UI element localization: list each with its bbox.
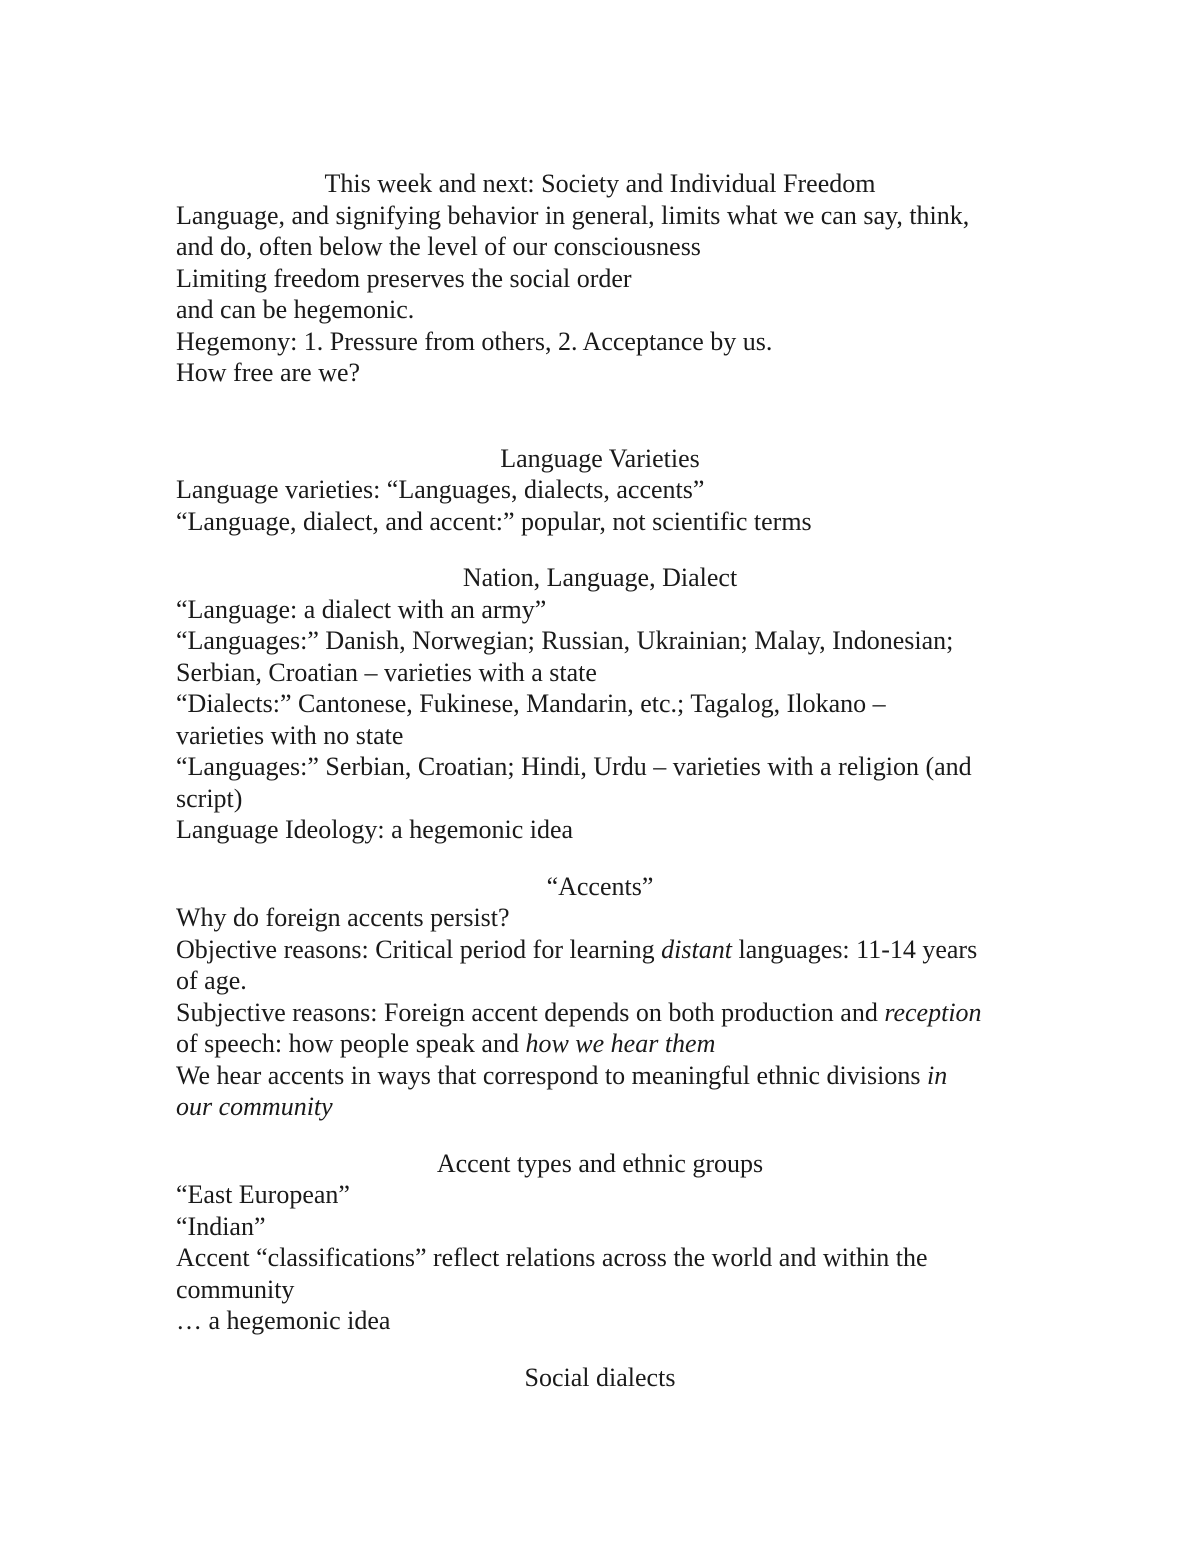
text-line: varieties with no state	[176, 720, 404, 750]
text-segment: Objective reasons: Critical period for learning	[176, 934, 662, 964]
spacer	[176, 1337, 1046, 1362]
text-line: Hegemony: 1. Pressure from others, 2. Acceptance by us.	[176, 326, 773, 356]
text-line: “Indian”	[176, 1211, 266, 1241]
text-line: “Languages:” Serbian, Croatian; Hindi, Urdu – varieties with a religion (and	[176, 752, 972, 781]
spacer	[176, 389, 1046, 443]
emphasis-text: distant	[661, 934, 732, 964]
text-line: Language Ideology: a hegemonic idea	[176, 815, 574, 844]
text-line: community	[176, 1274, 295, 1304]
emphasis-text: reception	[884, 997, 982, 1027]
section-heading-social-dialects: Social dialects	[524, 1362, 676, 1392]
text-segment: Subjective reasons: Foreign accent depends on both production and	[176, 997, 885, 1027]
text-line	[176, 934, 1046, 966]
spacer	[176, 846, 1046, 871]
text-line	[176, 1028, 1046, 1060]
text-line: “Language, dialect, and accent:” popular, not scientific terms	[176, 506, 812, 536]
text-line	[176, 1091, 1046, 1123]
section-heading-accents: “Accents”	[546, 871, 654, 901]
document-page	[176, 168, 1046, 1393]
section-heading-society-freedom: This week and next: Society and Individual Freedom	[324, 169, 876, 198]
text-line: “East European”	[176, 1180, 350, 1209]
text-line	[176, 997, 1046, 1029]
text-line: … a hegemonic idea	[176, 1306, 391, 1335]
emphasis-text: how we hear them	[525, 1029, 716, 1058]
text-segment: languages: 11-14 years	[731, 934, 978, 964]
section-heading-language-varieties: Language Varieties	[500, 443, 700, 473]
text-line: Why do foreign accents persist?	[176, 903, 510, 932]
text-line: How free are we?	[176, 358, 361, 387]
text-line	[176, 1060, 1046, 1092]
section-heading-nation-language-dialect: Nation, Language, Dialect	[462, 563, 738, 592]
spacer	[176, 1123, 1046, 1148]
text-line: Language varieties: “Languages, dialects, accents”	[176, 475, 705, 504]
emphasis-text: in	[926, 1060, 948, 1090]
text-segment: We hear accents in ways that correspond to meaningful ethnic divisions	[176, 1060, 927, 1090]
text-line: Limiting freedom preserves the social order	[176, 263, 632, 293]
text-line: and do, often below the level of our consciousness	[176, 232, 701, 261]
text-line: of age.	[176, 966, 247, 995]
text-line: “Dialects:” Cantonese, Fukinese, Mandarin, etc.; Tagalog, Ilokano –	[176, 689, 886, 718]
spacer	[176, 537, 1046, 562]
text-line: Accent “classifications” reflect relations across the world and within the	[176, 1243, 928, 1272]
emphasis-text: our community	[176, 1092, 333, 1121]
text-line: “Language: a dialect with an army”	[176, 594, 547, 624]
text-line: and can be hegemonic.	[176, 295, 415, 324]
section-heading-accent-types: Accent types and ethnic groups	[436, 1148, 764, 1178]
text-segment: of speech: how people speak and	[176, 1029, 526, 1058]
text-line: Language, and signifying behavior in general, limits what we can say, think,	[176, 200, 970, 230]
text-line: script)	[176, 783, 243, 813]
text-line: Serbian, Croatian – varieties with a state	[176, 657, 597, 687]
text-line: “Languages:” Danish, Norwegian; Russian, Ukrainian; Malay, Indonesian;	[176, 626, 954, 655]
